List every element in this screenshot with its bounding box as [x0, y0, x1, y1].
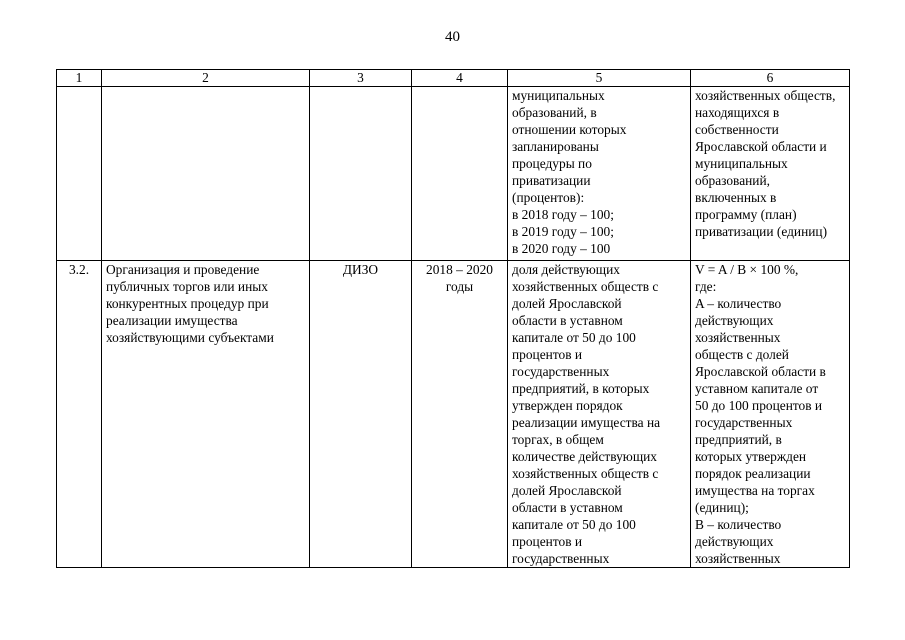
period-cell [412, 87, 508, 261]
executor-cell: ДИЗО [310, 261, 412, 568]
table-header-row [57, 70, 850, 87]
row-number-cell: 3.2. [57, 261, 102, 568]
header-cell-4: 4 [412, 70, 508, 87]
header-cell-3: 3 [310, 70, 412, 87]
document-table [56, 69, 850, 568]
indicator-cell: муниципальных образований, в отношении которых запланированы процедуры по приватизации (процентов): в 2018 году – 100; в 2019 году – 100; в 2020 году – 100 [508, 87, 691, 261]
header-cell-6: 6 [691, 70, 850, 87]
formula-cell: хозяйственных обществ, находящихся в собственности Ярославской области и муниципальных образований, включенных в программу (план) приватизации (единиц) [691, 87, 850, 261]
table-row [57, 261, 850, 568]
activity-cell: Организация и проведение публичных торгов или иных конкурентных процедур при реализации имущества хозяйствующими субъектами [102, 261, 310, 568]
indicator-cell: доля действующих хозяйственных обществ с долей Ярославской области в уставном капитале от 50 до 100 процентов и государственных предприятий, в которых утвержден порядок реализации имущества на торгах, в общем количестве действующих хозяйственных обществ с долей Ярославской области в уставном капитале от 50 до 100 процентов и государственных [508, 261, 691, 568]
header-cell-2: 2 [102, 70, 310, 87]
header-cell-1: 1 [57, 70, 102, 87]
activity-cell [102, 87, 310, 261]
period-cell: 2018 – 2020 годы [412, 261, 508, 568]
header-cell-5: 5 [508, 70, 691, 87]
page-number: 40 [445, 29, 460, 45]
executor-cell [310, 87, 412, 261]
formula-cell: V = A / B × 100 %, где: A – количество действующих хозяйственных обществ с долей Ярославской области в уставном капитале от 50 до 100 процентов и государственных предприятий, в которых утвержден порядок реализации имущества на торгах (единиц); B – количество действующих хозяйственных [691, 261, 850, 568]
row-number-cell [57, 87, 102, 261]
table-row [57, 87, 850, 261]
